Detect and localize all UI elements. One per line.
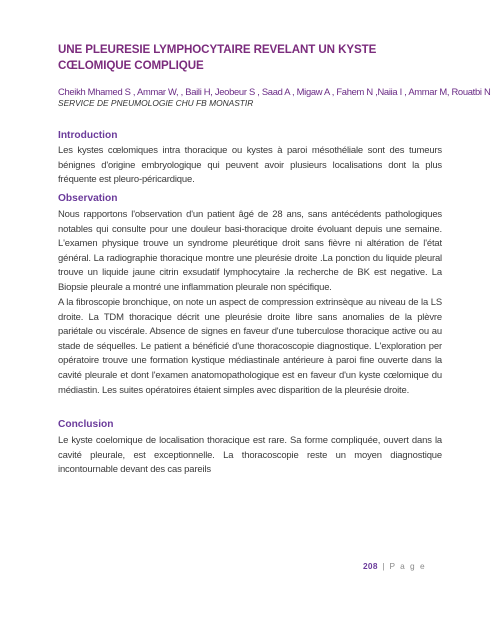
page-label: P a g e [389, 561, 427, 571]
affiliation: SERVICE DE PNEUMOLOGIE CHU FB MONASTIR [58, 98, 254, 108]
observation-paragraph-1: Nous rapportons l'observation d'un patient âgé de 28 ans, sans antécédents pathologiques notables qui consulte pour une douleur basi-thoracique droite évoluant depuis une semaine. L'examen physique trouve un syndrome pleurétique droit sans fièvre ni altération de l'état général. La radiographie thoracique montre une pleurésie droite .La ponction du liquide pleural trouve un liquide jaune citrin exsudatif lymphocytaire .la recherche de BK est negative. La Biopsie pleurale a montré une inflammation pleurale non spécifique. [58, 209, 442, 293]
introduction-text: Les kystes cœlomiques intra thoracique ou kystes à paroi mésothéliale sont des tumeurs bénignes d'origine embryologique qui peuvent avoir plusieurs localisations dont la plus fréquente est pleuro-péricardique. [58, 145, 442, 186]
conclusion-heading: Conclusion [58, 419, 114, 430]
conclusion-text: Le kyste coelomique de localisation thoracique est rare. Sa forme compliquée, ouvert dans la cavité pleurale, est exceptionnelle. La thoracoscopie reste un moyen diagnostique incontournable devant des cas pareils [58, 435, 442, 476]
observation-heading: Observation [58, 193, 118, 204]
page-footer [363, 561, 426, 571]
author-list: Cheikh Mhamed S , Ammar W, , Baili H, Jeobeur S , Saad A , Migaw A , Fahem N ,Naiia I , Ammar M, Rouatbi N [58, 86, 491, 97]
document-title: UNE PLEURESIE LYMPHOCYTAIRE REVELANT UN KYSTE CŒLOMIQUE COMPLIQUE [58, 43, 377, 72]
introduction-heading: Introduction [58, 130, 118, 141]
footer-separator: | [382, 561, 385, 571]
observation-paragraph-2: A la fibroscopie bronchique, on note un aspect de compression extrinsèque au niveau de la LS droite. La TDM thoracique décrit une pleurésie droite libre sans anomalies de la plèvre pariétale ou viscérale. Absence de signes en faveur d'une tuberculose thoracique active ou au stade de séquelles. Le patient a bénéficié d'une thoracoscopie diagnostique. L'exploration per opératoire trouve une formation kystique médiastinale antérieure à paroi fine ouverte dans la cavité pleurale et dont l'examen anatomopathologique est en faveur d'un kyste cœlomique du médiastin. Les suites opératoires étaient simples avec disparition de la pleurésie droite. [58, 297, 442, 396]
page-number: 208 [363, 561, 378, 571]
